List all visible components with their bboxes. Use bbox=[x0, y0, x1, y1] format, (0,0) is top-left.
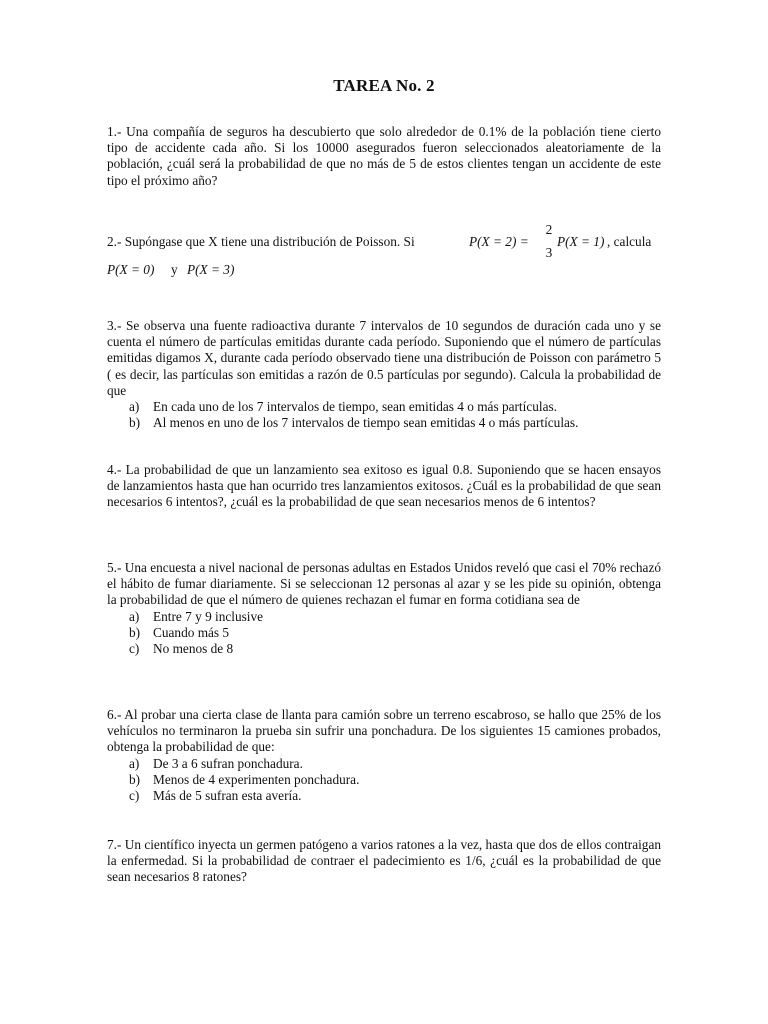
list-item-text: Cuando más 5 bbox=[153, 624, 230, 640]
problem-1 bbox=[107, 124, 661, 189]
problem-2-lhs: P(X = 2) = bbox=[469, 234, 529, 249]
problem-3-text: 3.- Se observa una fuente radioactiva durante 7 intervalos de 10 segundos de duración cada uno y se cuenta el número de partículas emitidas durante cada período. Suponiendo que el número de partículas emitidas digamos X, durante cada período observado tiene una distribución de Poisson con parámetro 5 ( es decir, las partículas son emitidas a razón de 0.5 partículas por segundo). Calcula la probabilidad de que bbox=[107, 318, 661, 398]
problem-5 bbox=[107, 560, 661, 657]
list-item bbox=[107, 415, 661, 431]
list-item-text: De 3 a 6 sufran ponchadura. bbox=[153, 755, 303, 771]
list-item bbox=[107, 609, 661, 625]
problem-3 bbox=[107, 318, 661, 431]
list-item-letter: a) bbox=[129, 755, 140, 771]
problem-4 bbox=[107, 462, 661, 511]
list-item-text: Entre 7 y 9 inclusive bbox=[153, 608, 264, 624]
list-item-letter: b) bbox=[129, 624, 141, 640]
problem-7 bbox=[107, 837, 661, 886]
list-item-text: Al menos en uno de los 7 intervalos de tiempo sean emitidas 4 o más partículas. bbox=[153, 415, 579, 431]
problem-3-subitems bbox=[107, 399, 661, 431]
list-item-letter: c) bbox=[129, 641, 140, 657]
list-item-letter: a) bbox=[129, 399, 140, 415]
list-item bbox=[107, 772, 661, 788]
problem-6 bbox=[107, 707, 661, 804]
problem-6-subitems bbox=[107, 756, 661, 805]
list-item-letter: b) bbox=[129, 771, 141, 787]
problem-2-line-2 bbox=[107, 262, 661, 280]
problem-2-intro: 2.- Supóngase que X tiene una distribución de Poisson. Si bbox=[107, 234, 415, 249]
problem-2-fraction-denominator: 3 bbox=[545, 245, 553, 260]
list-item-text: En cada uno de los 7 intervalos de tiempo, sean emitidas 4 o más partículas. bbox=[153, 399, 557, 415]
problem-2-tail: , calcula bbox=[607, 234, 652, 249]
list-item bbox=[107, 641, 661, 657]
list-item-letter: c) bbox=[129, 788, 140, 804]
problem-2-line-1 bbox=[107, 222, 661, 260]
problem-2-rhs: P(X = 1) bbox=[557, 234, 605, 249]
list-item bbox=[107, 625, 661, 641]
problem-5-subitems bbox=[107, 609, 661, 658]
problem-2-conjunction: y bbox=[171, 262, 178, 277]
problem-7-text: 7.- Un científico inyecta un germen patógeno a varios ratones a la vez, hasta que dos de ellos contraigan la enfermedad. Si la probabilidad de contraer el padecimiento es 1/6, ¿cuál es la probabilidad de que sean necesarios 8 ratones? bbox=[107, 837, 661, 885]
list-item bbox=[107, 788, 661, 804]
list-item-text: No menos de 8 bbox=[153, 641, 234, 657]
problem-2 bbox=[107, 222, 661, 280]
list-item-text: Menos de 4 experimenten ponchadura. bbox=[153, 771, 360, 787]
problem-2-p3: P(X = 3) bbox=[187, 262, 235, 277]
problem-5-text: 5.- Una encuesta a nivel nacional de personas adultas en Estados Unidos reveló que casi el 70% rechazó el hábito de fumar diariamente. Si se seleccionan 12 personas al azar y se les pide su opinión, obtenga la probabilidad de que el número de quienes rechazan el fumar en forma cotidiana sea de bbox=[107, 560, 661, 608]
list-item bbox=[107, 399, 661, 415]
list-item-letter: b) bbox=[129, 415, 141, 431]
page-title: TAREA No. 2 bbox=[333, 76, 435, 95]
list-item bbox=[107, 756, 661, 772]
list-item-letter: a) bbox=[129, 608, 140, 624]
problem-2-fraction-numerator: 2 bbox=[545, 222, 553, 237]
problem-1-text: 1.- Una compañía de seguros ha descubierto que solo alrededor de 0.1% de la población tiene cierto tipo de accidente cada año. Si los 10000 asegurados fueron seleccionados aleatoriamente de la población, ¿cuál será la probabilidad de que no más de 5 de estos clientes tengan un accidente de este tipo el próximo año? bbox=[107, 124, 661, 188]
problem-4-text: 4.- La probabilidad de que un lanzamiento sea exitoso es igual 0.8. Suponiendo que se hacen ensayos de lanzamientos hasta que han ocurrido tres lanzamientos exitosos. ¿Cuál es la probabilidad de que sean necesarios 6 intentos?, ¿cuál es la probabilidad de que sean necesarios menos de 6 intentos? bbox=[107, 462, 661, 510]
list-item-text: Más de 5 sufran esta avería. bbox=[153, 788, 302, 804]
problem-2-p0: P(X = 0) bbox=[107, 262, 155, 277]
problem-6-text: 6.- Al probar una cierta clase de llanta para camión sobre un terreno escabroso, se hallo que 25% de los vehículos no terminaron la prueba sin sufrir una ponchadura. De los siguientes 15 camiones probados, obtenga la probabilidad de que: bbox=[107, 707, 661, 755]
